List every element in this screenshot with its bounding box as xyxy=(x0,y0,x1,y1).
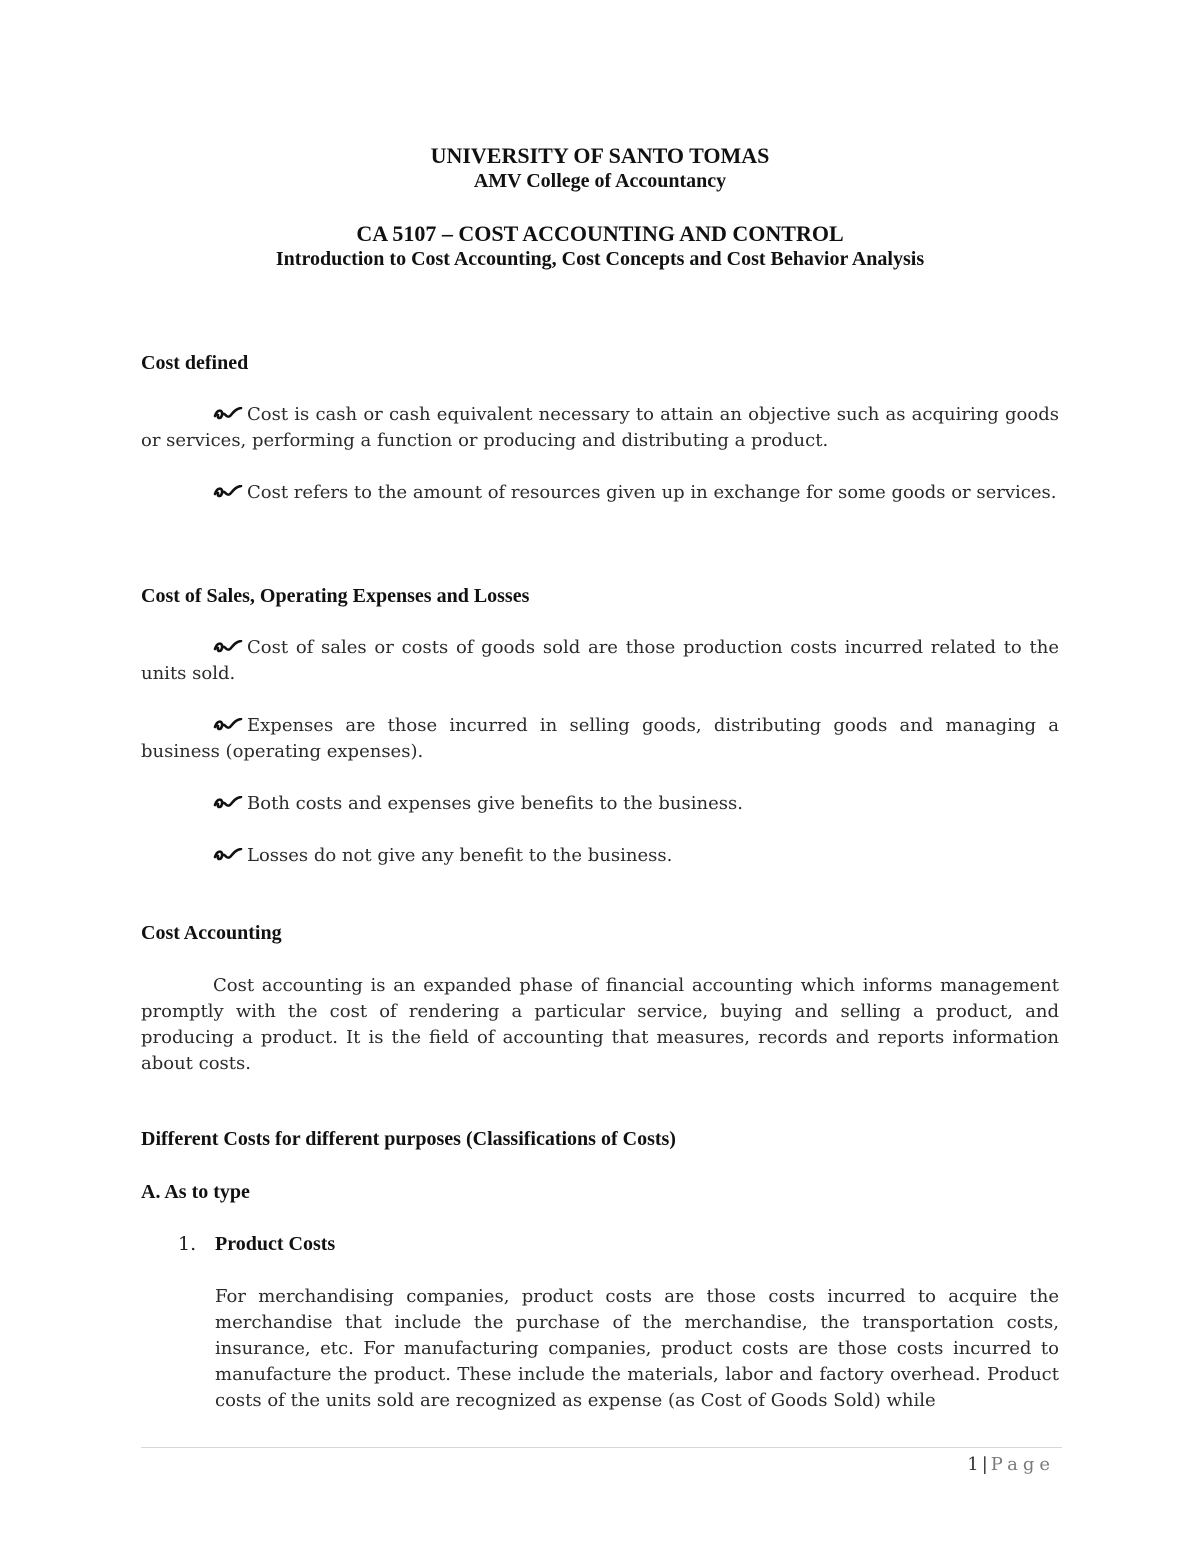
bullet-paragraph xyxy=(141,791,1059,817)
bullet-text: Cost refers to the amount of resources given up in exchange for some goods or services. xyxy=(247,482,1057,503)
course-title: CA 5107 – COST ACCOUNTING AND CONTROL xyxy=(356,221,844,246)
college-name: AMV College of Accountancy xyxy=(473,170,727,192)
university-name: UNIVERSITY OF SANTO TOMAS xyxy=(430,143,770,168)
bullet-text: Expenses are those incurred in selling goods, distributing goods and managing a business (operating expenses). xyxy=(141,715,1059,762)
subheading-as-to-type: A. As to type xyxy=(141,1181,250,1203)
list-item-title-product-costs: Product Costs xyxy=(215,1233,336,1255)
checkmark-bullet-icon xyxy=(213,796,243,810)
list-item-number: 1. xyxy=(178,1233,197,1255)
section-heading-cost-of-sales: Cost of Sales, Operating Expenses and Losses xyxy=(141,585,530,607)
checkmark-bullet-icon xyxy=(213,718,243,732)
bullet-paragraph xyxy=(141,635,1059,687)
page-label: Page xyxy=(990,1454,1055,1475)
footer-divider xyxy=(141,1447,1062,1448)
section-heading-classifications: Different Costs for different purposes (Classifications of Costs) xyxy=(141,1128,676,1150)
checkmark-bullet-icon xyxy=(213,407,243,421)
cost-accounting-paragraph: Cost accounting is an expanded phase of financial accounting which informs management promptly with the cost of rendering a particular service, buying and selling a product, and producing a product. It is the field of accounting that measures, records and reports information about costs. xyxy=(141,975,1059,1074)
bullet-text: Both costs and expenses give benefits to the business. xyxy=(247,793,743,814)
section-heading-cost-defined: Cost defined xyxy=(141,352,249,374)
bullet-paragraph xyxy=(141,843,1059,869)
checkmark-bullet-icon xyxy=(213,485,243,499)
bullet-text: Cost is cash or cash equivalent necessary to attain an objective such as acquiring goods or services, performing a function or producing and distributing a product. xyxy=(141,404,1059,451)
bullet-text: Cost of sales or costs of goods sold are those production costs incurred related to the units sold. xyxy=(141,637,1059,684)
bullet-text: Losses do not give any benefit to the business. xyxy=(247,845,673,866)
page-number: 1 xyxy=(967,1454,979,1475)
checkmark-bullet-icon xyxy=(213,640,243,654)
product-costs-paragraph: For merchandising companies, product costs are those costs incurred to acquire the merchandise that include the purchase of the merchandise, the transportation costs, insurance, etc. For manufacturing companies, product costs are those costs incurred to manufacture the product. These include the materials, labor and factory overhead. Product costs of the units sold are recognized as expense (as Cost of Goods Sold) while xyxy=(215,1286,1059,1411)
bullet-paragraph xyxy=(141,402,1059,454)
bullet-paragraph xyxy=(141,480,1059,506)
checkmark-bullet-icon xyxy=(213,848,243,862)
bullet-paragraph xyxy=(141,713,1059,765)
topic-title: Introduction to Cost Accounting, Cost Concepts and Cost Behavior Analysis xyxy=(275,248,925,270)
page-footer xyxy=(967,1454,1055,1475)
section-heading-cost-accounting: Cost Accounting xyxy=(141,922,282,944)
footer-separator: | xyxy=(981,1454,988,1475)
